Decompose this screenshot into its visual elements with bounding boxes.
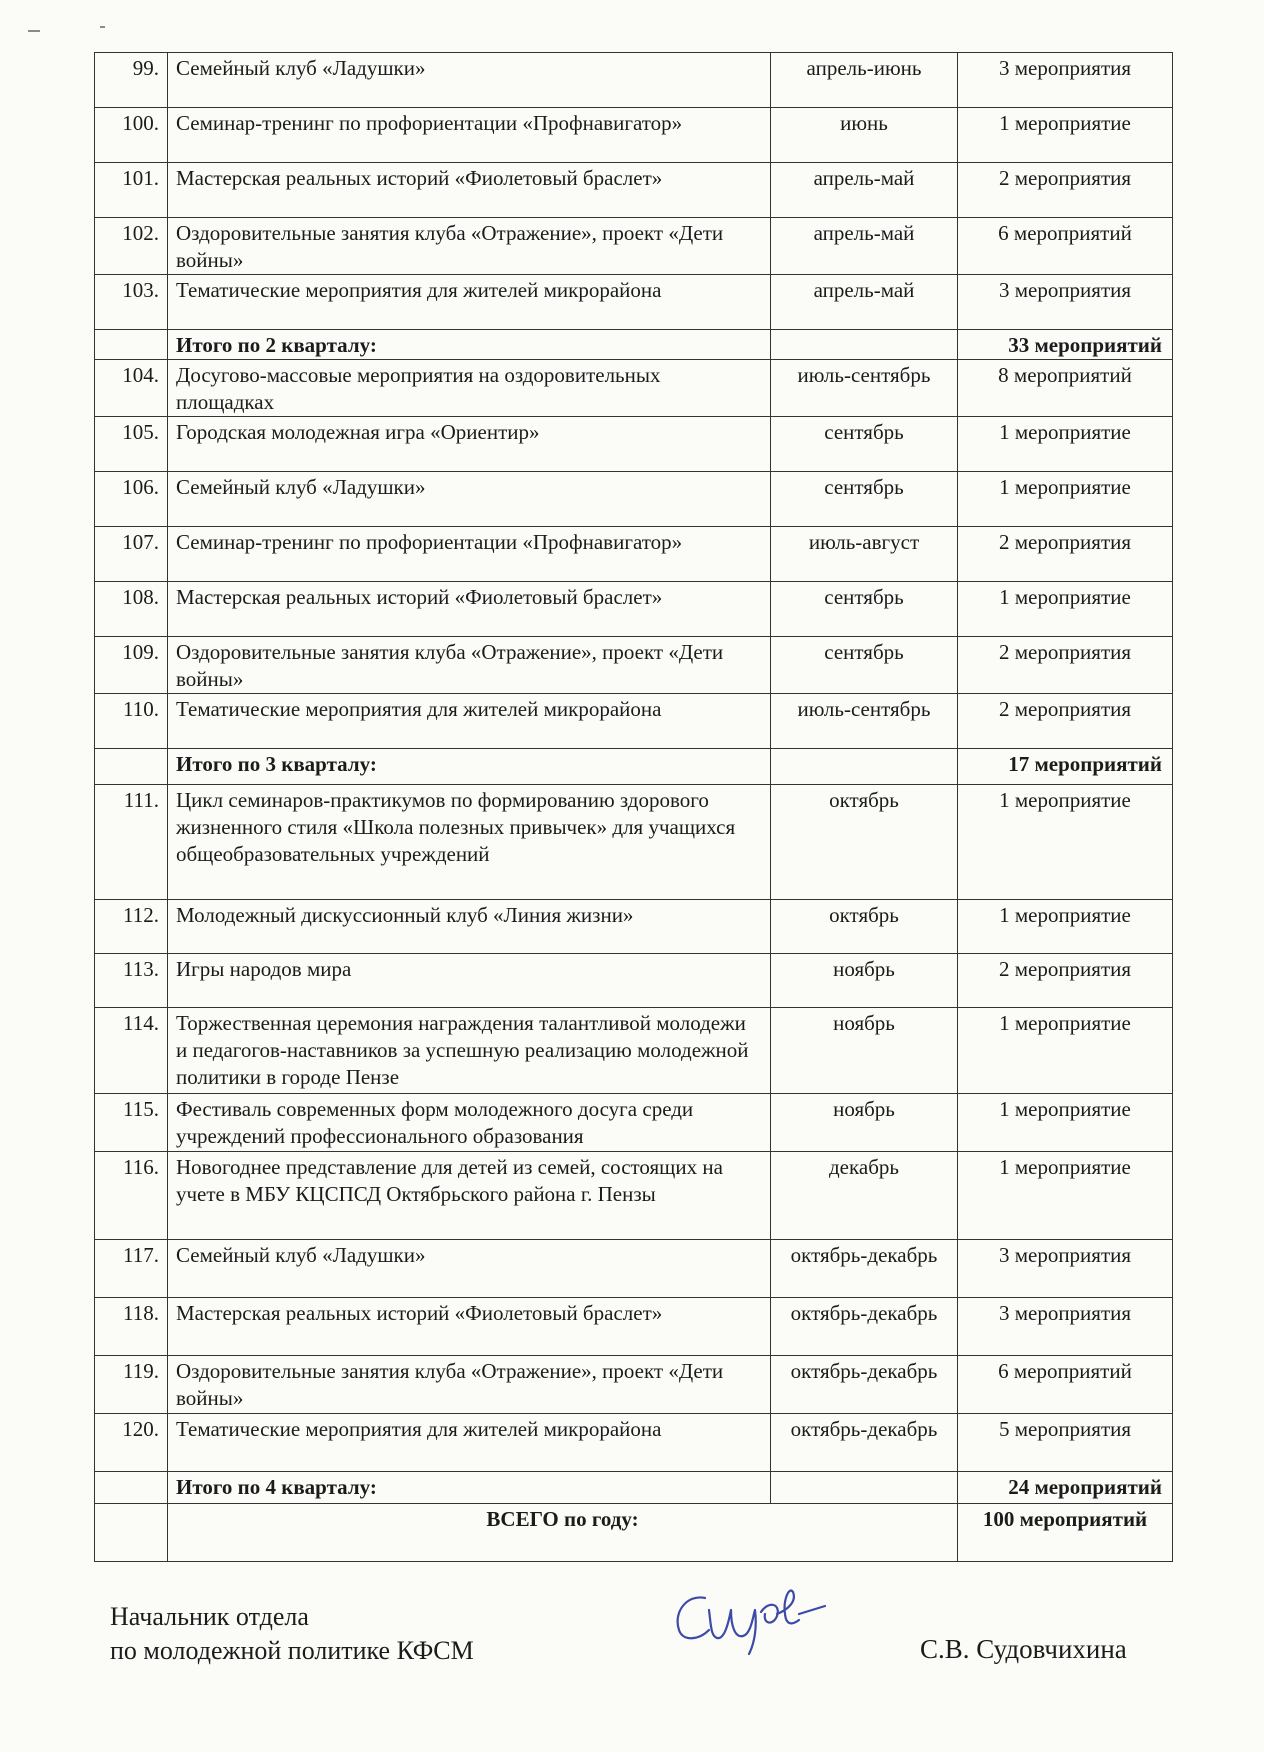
quarter-total-row <box>95 1472 1173 1504</box>
event-period: октябрь <box>771 785 958 900</box>
event-name: Семинар-тренинг по профориентации «Профнавигатор» <box>168 527 771 582</box>
total-count: 33 мероприятий <box>958 330 1173 360</box>
event-period: октябрь-декабрь <box>771 1298 958 1356</box>
event-count: 2 мероприятия <box>958 694 1173 749</box>
event-period: декабрь <box>771 1152 958 1240</box>
event-period: ноябрь <box>771 1094 958 1152</box>
total-label: Итого по 2 кварталу: <box>168 330 771 360</box>
event-period: июль-сентябрь <box>771 694 958 749</box>
event-name: Тематические мероприятия для жителей микрорайона <box>168 275 771 330</box>
events-table-body <box>95 53 1173 1562</box>
total-count: 17 мероприятий <box>958 749 1173 785</box>
table-row <box>95 1356 1173 1414</box>
event-name: Досугово-массовые мероприятия на оздоровительных площадках <box>168 360 771 417</box>
row-number: 104. <box>95 360 168 417</box>
event-count: 1 мероприятие <box>958 900 1173 954</box>
event-count: 1 мероприятие <box>958 472 1173 527</box>
event-period: ноябрь <box>771 1008 958 1094</box>
signer-name: С.В. Судовчихина <box>920 1634 1127 1664</box>
event-name: Фестиваль современных форм молодежного досуга среди учреждений профессионального образования <box>168 1094 771 1152</box>
event-period: сентябрь <box>771 582 958 637</box>
event-count: 3 мероприятия <box>958 275 1173 330</box>
event-name: Оздоровительные занятия клуба «Отражение», проект «Дети войны» <box>168 218 771 275</box>
event-count: 6 мероприятий <box>958 218 1173 275</box>
event-name: Мастерская реальных историй «Фиолетовый браслет» <box>168 163 771 218</box>
empty-cell <box>95 1472 168 1504</box>
row-number: 116. <box>95 1152 168 1240</box>
table-row <box>95 1240 1173 1298</box>
event-count: 3 мероприятия <box>958 1240 1173 1298</box>
event-name: Городская молодежная игра «Ориентир» <box>168 417 771 472</box>
grand-total-row <box>95 1504 1173 1562</box>
event-name: Новогоднее представление для детей из семей, состоящих на учете в МБУ КЦСПСД Октябрьского района г. Пензы <box>168 1152 771 1240</box>
table-row <box>95 1298 1173 1356</box>
row-number: 108. <box>95 582 168 637</box>
event-period: октябрь <box>771 900 958 954</box>
row-number: 113. <box>95 954 168 1008</box>
event-count: 3 мероприятия <box>958 1298 1173 1356</box>
event-period: июнь <box>771 108 958 163</box>
empty-cell <box>771 1472 958 1504</box>
table-row <box>95 53 1173 108</box>
table-row <box>95 900 1173 954</box>
row-number: 112. <box>95 900 168 954</box>
event-name: Оздоровительные занятия клуба «Отражение», проект «Дети войны» <box>168 637 771 694</box>
row-number: 99. <box>95 53 168 108</box>
row-number: 115. <box>95 1094 168 1152</box>
event-period: апрель-май <box>771 163 958 218</box>
total-count: 24 мероприятий <box>958 1472 1173 1504</box>
event-count: 2 мероприятия <box>958 637 1173 694</box>
row-number: 101. <box>95 163 168 218</box>
event-period: октябрь-декабрь <box>771 1240 958 1298</box>
table-row <box>95 275 1173 330</box>
event-period: апрель-май <box>771 275 958 330</box>
event-count: 3 мероприятия <box>958 53 1173 108</box>
table-row <box>95 637 1173 694</box>
position-title-line2: по молодежной политике КФСМ <box>110 1636 474 1665</box>
empty-cell <box>95 1504 168 1562</box>
event-name: Игры народов мира <box>168 954 771 1008</box>
table-row <box>95 163 1173 218</box>
event-count: 1 мероприятие <box>958 417 1173 472</box>
event-count: 8 мероприятий <box>958 360 1173 417</box>
event-count: 6 мероприятий <box>958 1356 1173 1414</box>
empty-cell <box>771 330 958 360</box>
row-number: 105. <box>95 417 168 472</box>
total-label: Итого по 3 кварталу: <box>168 749 771 785</box>
event-name: Тематические мероприятия для жителей микрорайона <box>168 1414 771 1472</box>
event-period: сентябрь <box>771 417 958 472</box>
row-number: 107. <box>95 527 168 582</box>
table-row <box>95 582 1173 637</box>
event-count: 5 мероприятия <box>958 1414 1173 1472</box>
events-table <box>94 52 1173 1562</box>
event-name: Цикл семинаров-практикумов по формированию здорового жизненного стиля «Школа полезных привычек» для учащихся общеобразовательных учреждений <box>168 785 771 900</box>
table-row <box>95 360 1173 417</box>
table-row <box>95 527 1173 582</box>
empty-cell <box>95 749 168 785</box>
total-count: 100 мероприятий <box>958 1504 1173 1562</box>
row-number: 117. <box>95 1240 168 1298</box>
row-number: 100. <box>95 108 168 163</box>
event-name: Семейный клуб «Ладушки» <box>168 53 771 108</box>
table-row <box>95 785 1173 900</box>
row-number: 102. <box>95 218 168 275</box>
event-count: 1 мероприятие <box>958 1094 1173 1152</box>
event-count: 1 мероприятие <box>958 582 1173 637</box>
event-count: 2 мероприятия <box>958 163 1173 218</box>
row-number: 111. <box>95 785 168 900</box>
event-name: Мастерская реальных историй «Фиолетовый браслет» <box>168 1298 771 1356</box>
table-row <box>95 1414 1173 1472</box>
scan-speck <box>100 26 105 28</box>
event-count: 2 мероприятия <box>958 954 1173 1008</box>
row-number: 119. <box>95 1356 168 1414</box>
event-name: Оздоровительные занятия клуба «Отражение», проект «Дети войны» <box>168 1356 771 1414</box>
table-row <box>95 1152 1173 1240</box>
table-row <box>95 1094 1173 1152</box>
event-name: Семейный клуб «Ладушки» <box>168 472 771 527</box>
total-label: Итого по 4 кварталу: <box>168 1472 771 1504</box>
row-number: 110. <box>95 694 168 749</box>
event-period: июль-август <box>771 527 958 582</box>
event-name: Молодежный дискуссионный клуб «Линия жизни» <box>168 900 771 954</box>
event-period: сентябрь <box>771 637 958 694</box>
event-period: апрель-май <box>771 218 958 275</box>
event-period: октябрь-декабрь <box>771 1356 958 1414</box>
row-number: 120. <box>95 1414 168 1472</box>
quarter-total-row <box>95 330 1173 360</box>
event-count: 1 мероприятие <box>958 1008 1173 1094</box>
table-row <box>95 954 1173 1008</box>
signature-block <box>110 1600 474 1668</box>
row-number: 118. <box>95 1298 168 1356</box>
event-count: 1 мероприятие <box>958 1152 1173 1240</box>
table-row <box>95 108 1173 163</box>
event-count: 1 мероприятие <box>958 108 1173 163</box>
event-period: июль-сентябрь <box>771 360 958 417</box>
scan-speck <box>28 30 40 32</box>
event-count: 1 мероприятие <box>958 785 1173 900</box>
row-number: 106. <box>95 472 168 527</box>
event-name: Торжественная церемония награждения талантливой молодежи и педагогов-наставников за успешную реализацию молодежной политики в городе Пензе <box>168 1008 771 1094</box>
table-row <box>95 218 1173 275</box>
handwritten-signature <box>665 1580 835 1660</box>
event-name: Семинар-тренинг по профориентации «Профнавигатор» <box>168 108 771 163</box>
table-row <box>95 472 1173 527</box>
row-number: 103. <box>95 275 168 330</box>
event-name: Тематические мероприятия для жителей микрорайона <box>168 694 771 749</box>
table-row <box>95 417 1173 472</box>
empty-cell <box>95 330 168 360</box>
event-period: ноябрь <box>771 954 958 1008</box>
event-name: Мастерская реальных историй «Фиолетовый браслет» <box>168 582 771 637</box>
total-label: ВСЕГО по году: <box>168 1504 958 1562</box>
table-row <box>95 694 1173 749</box>
position-title-line1: Начальник отдела <box>110 1602 309 1631</box>
quarter-total-row <box>95 749 1173 785</box>
table-row <box>95 1008 1173 1094</box>
event-name: Семейный клуб «Ладушки» <box>168 1240 771 1298</box>
empty-cell <box>771 749 958 785</box>
event-period: октябрь-декабрь <box>771 1414 958 1472</box>
event-count: 2 мероприятия <box>958 527 1173 582</box>
row-number: 109. <box>95 637 168 694</box>
event-period: апрель-июнь <box>771 53 958 108</box>
row-number: 114. <box>95 1008 168 1094</box>
event-period: сентябрь <box>771 472 958 527</box>
